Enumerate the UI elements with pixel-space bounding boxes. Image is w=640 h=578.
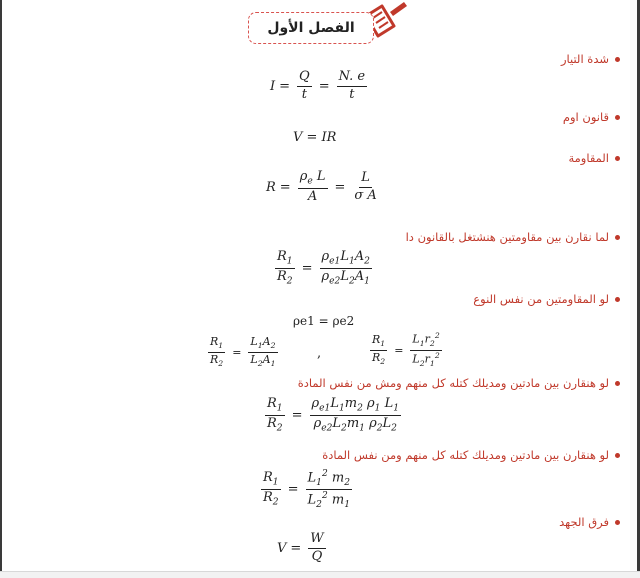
equation-rho-equal: ρe1 = ρe2 [293, 314, 355, 328]
heading-compare-label: لما نقارن بين مقاومتين هنشتغل بالقانون دا [405, 230, 609, 244]
fraction-l-over-sigma-a [352, 171, 378, 204]
heading-same-material-label: لو هنقارن بين مادتين ومديلك كتله كل منهم ومن نفس المادة [322, 448, 609, 462]
fraction-numerator: N. e [337, 70, 368, 87]
heading-ohm-label: قانون اوم [562, 110, 609, 124]
equation-current: I = $\frac{Q}{t}$ = $\frac{N. e}{t}$ [270, 69, 366, 102]
bullet [615, 156, 620, 161]
potential-lhs: V [277, 540, 287, 556]
equation-same-material: $\frac{R_1}{R_2}$ = $\frac{L_1^2 m_2}{L_2^2 m_1}$ [263, 469, 350, 511]
bullet [615, 520, 620, 525]
equation-same-type-area: $\frac{R_1}{R_2}$ = $\frac{L_1A_2}{L_2A_1}$ [210, 335, 276, 369]
bullet [615, 453, 620, 458]
equation-resistance: R = $\frac{\rho_e L}{A}$ = $\frac{L}{\text{σ A}}$ [266, 169, 377, 205]
equation-same-type-radius: $\frac{R_1}{R_2}$ = $\frac{L_1r_2^2}{L_2r_1^2}$ [372, 331, 440, 368]
heading-same-material [322, 448, 620, 462]
heading-same-type [473, 292, 620, 306]
equation-potential: V = $\frac{W}{Q}$ [277, 531, 324, 564]
fraction-numerator: W [308, 532, 325, 549]
heading-compare [406, 230, 620, 244]
separator-comma: , [317, 346, 322, 361]
heading-resistance-label: المقاومة [568, 151, 609, 165]
bullet [615, 297, 620, 302]
fraction-numerator: $\rho_e$ L [298, 170, 328, 189]
equation-different-material: $\frac{R_1}{R_2}$ = $\frac{\rho_{e1}L_1m_2 \rho_1 L_1}{\rho_{e2}L_2m_1 \rho_2L_2}$ [267, 396, 400, 434]
fraction-q-over-t [297, 70, 312, 103]
heading-different-material [298, 376, 620, 390]
fraction-numerator: Q [297, 70, 312, 87]
equation-compare-general: $\frac{R_1}{R_2}$ = $\frac{\rho_{e1}L_1A_2}{\rho_{e2}L_2A_1}$ [277, 249, 370, 287]
heading-potential-label: فرق الجهد [559, 515, 609, 529]
fraction-ne-over-t [337, 70, 368, 103]
heading-current-label: شدة التيار [560, 52, 609, 66]
fraction-denominator: σ A [354, 187, 377, 203]
heading-current [561, 52, 620, 66]
fraction-denominator: t [349, 86, 355, 102]
bullet [615, 115, 620, 120]
heading-potential [559, 515, 620, 529]
fraction-rho-l-over-a [298, 170, 328, 205]
bullet [615, 57, 620, 62]
bullet [615, 381, 620, 386]
equation-ohm: V = IR [293, 130, 337, 145]
fraction-denominator: A [307, 189, 318, 205]
page-bottom-strip [0, 571, 640, 578]
heading-ohm [563, 110, 620, 124]
heading-different-material-label: لو هنقارن بين مادتين ومديلك كتله كل منهم ومش من نفس المادة [297, 376, 609, 390]
fraction-numerator: L [359, 171, 372, 188]
resistance-lhs: R [266, 179, 276, 195]
heading-resistance [568, 151, 620, 165]
bullet [615, 235, 620, 240]
fraction-denominator: t [301, 86, 307, 102]
page-left-border [0, 0, 2, 578]
fraction-w-over-q [308, 532, 325, 565]
current-lhs: I [270, 78, 276, 94]
heading-same-type-label: لو المقاومتين من نفس النوع [473, 292, 609, 306]
chapter-title: الفصل الأول [248, 12, 374, 44]
fraction-denominator: Q [311, 548, 323, 564]
